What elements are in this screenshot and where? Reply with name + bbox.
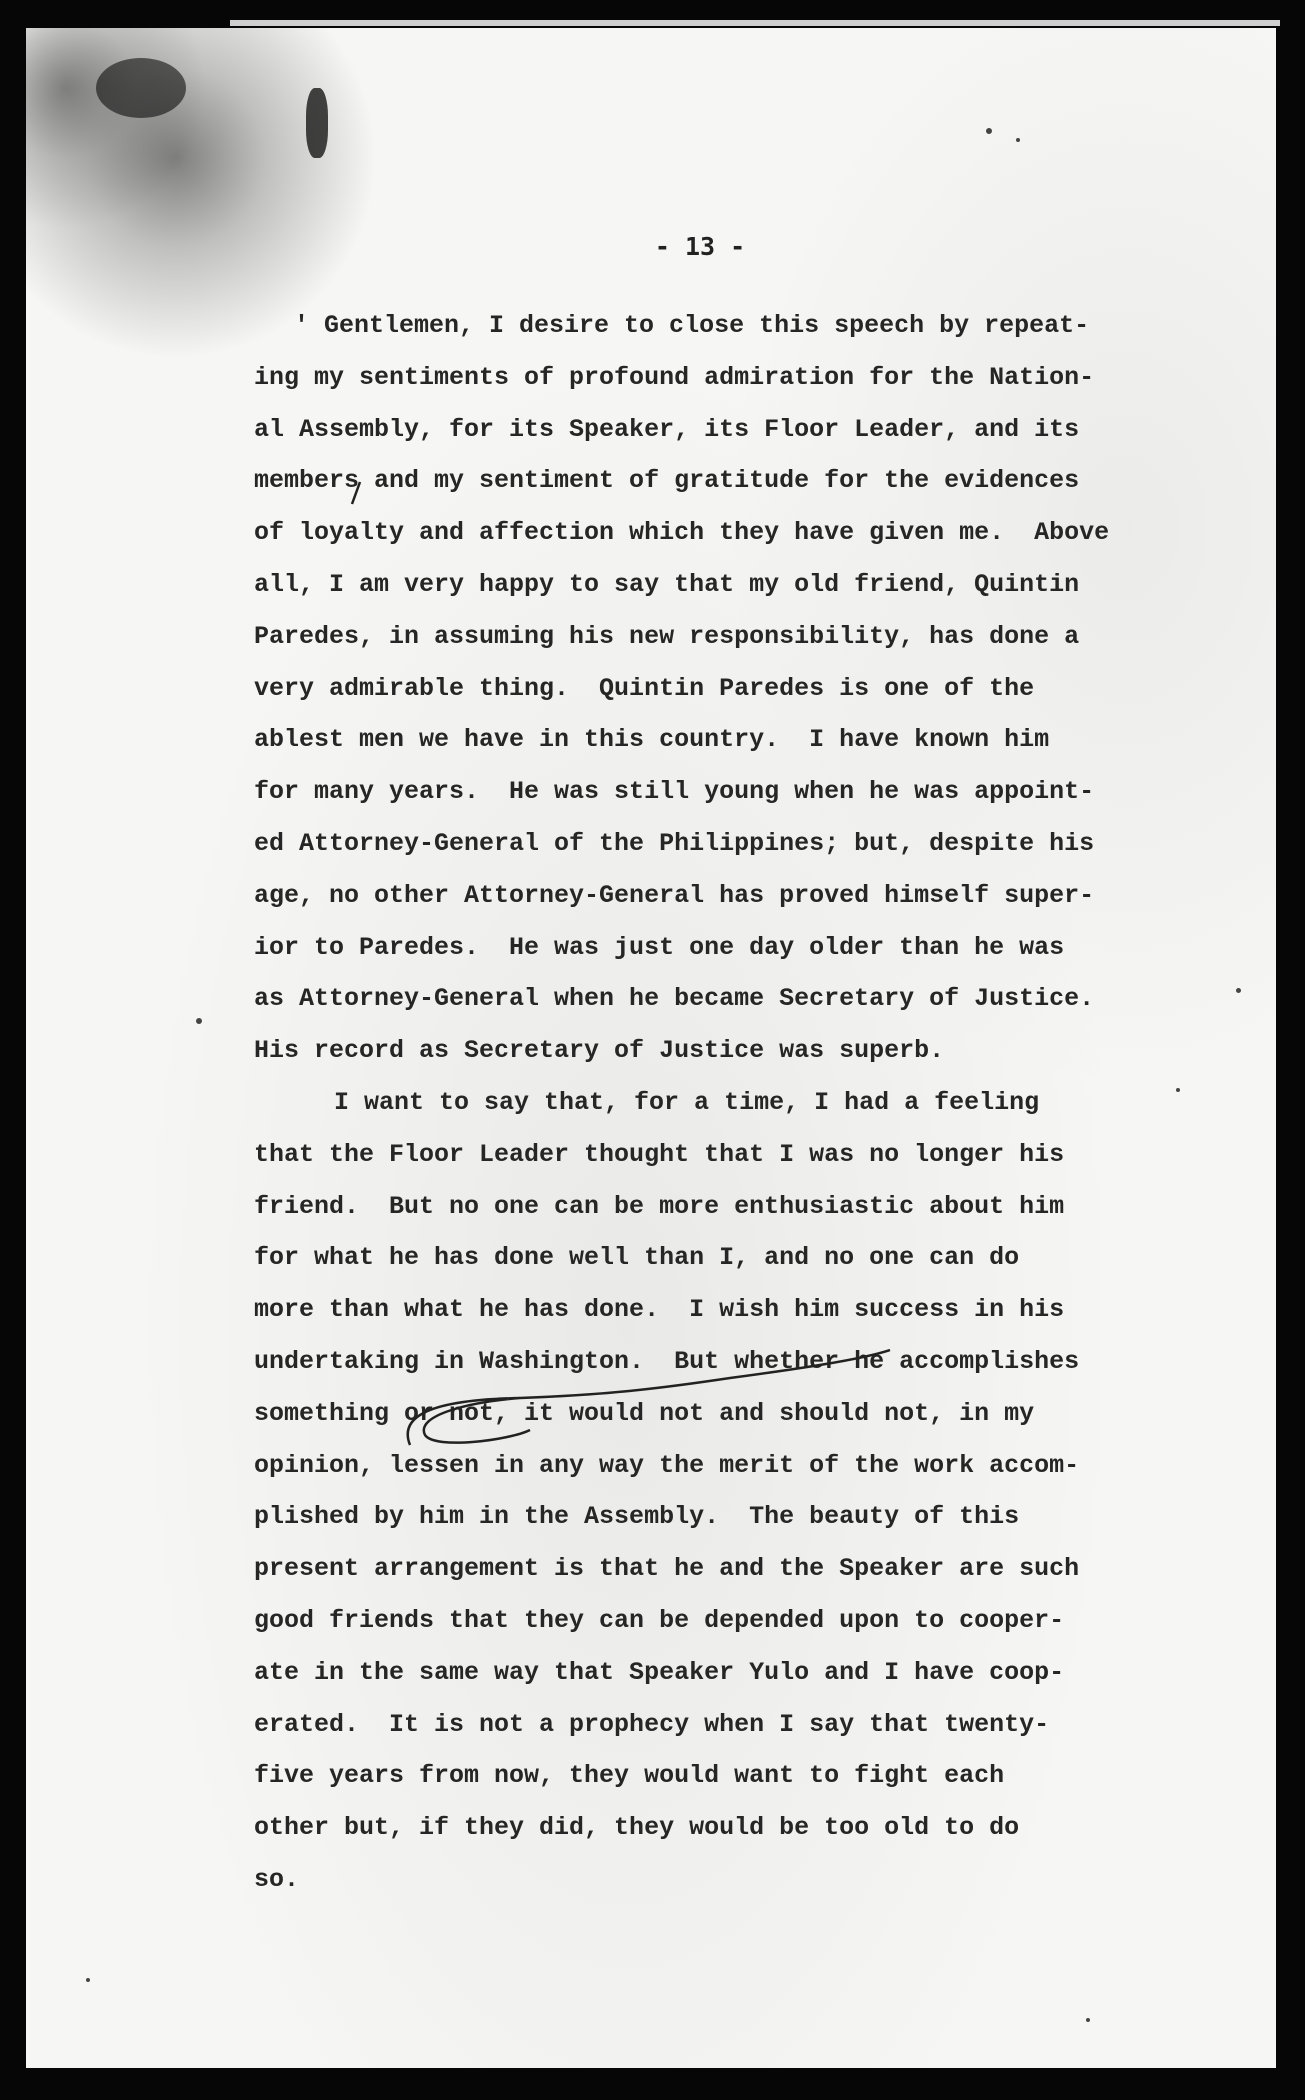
text-line: for what he has done well than I, and no one can do [254,1243,1020,1273]
handwritten-comma [340,480,370,510]
ink-speck [1236,988,1241,993]
text-line: plished by him in the Assembly. The beauty of this [254,1502,1020,1532]
text-line: ' Gentlemen, I desire to close this speech by repeat- [294,311,1090,340]
ink-speck [1176,1088,1180,1092]
ink-blot [96,58,186,118]
text-line: as Attorney-General when he became Secretary of Justice. [254,984,1095,1014]
text-line: erated. It is not a prophecy when I say that twenty- [254,1709,1050,1739]
text-line: members and my sentiment of gratitude for the evidences [254,466,1080,496]
paper-edge [230,20,1280,26]
text-line: of loyalty and affection which they have given me. Above [254,518,1110,548]
text-line: something or not, it would not and should not, in my [254,1398,1035,1428]
text-line: opinion, lessen in any way the merit of the work accom- [254,1450,1080,1480]
text-line: more than what he has done. I wish him success in his [254,1295,1065,1325]
text-line: other but, if they did, they would be too old to do [254,1813,1020,1843]
text-line: present arrangement is that he and the Speaker are such [254,1554,1080,1584]
text-line: Paredes, in assuming his new responsibility, has done a [254,621,1080,651]
text-line: al Assembly, for its Speaker, its Floor Leader, and its [254,414,1080,444]
ink-speck [196,1018,202,1024]
text-line: ing my sentiments of profound admiration for the Nation- [254,362,1095,392]
speech-text [254,300,1154,1906]
text-line: I want to say that, for a time, I had a feeling [334,1087,1040,1117]
text-line: ior to Paredes. He was just one day older than he was [254,932,1065,962]
text-line: ed Attorney-General of the Philippines; but, despite his [254,828,1095,858]
text-line: friend. But no one can be more enthusiastic about him [254,1191,1065,1221]
text-line: five years from now, they would want to fight each [254,1761,1005,1791]
text-line: very admirable thing. Quintin Paredes is one of the [254,673,1035,703]
text-line: good friends that they can be depended upon to cooper- [254,1605,1065,1635]
text-line: ate in the same way that Speaker Yulo and I have coop- [254,1657,1065,1687]
text-line: His record as Secretary of Justice was superb. [254,1036,945,1066]
text-line: age, no other Attorney-General has proved himself super- [254,880,1095,910]
text-line: ablest men we have in this country. I have known him [254,725,1050,755]
ink-speck [86,1978,90,1982]
ink-blot [306,88,328,158]
ink-speck [1086,2018,1090,2022]
text-line: so. [254,1864,300,1894]
ink-speck [1016,138,1020,142]
paragraph [254,300,1154,1077]
text-line: all, I am very happy to say that my old friend, Quintin [254,569,1080,599]
text-line: undertaking in Washington. But whether he accomplishes [254,1346,1080,1376]
text-line: for many years. He was still young when he was appoint- [254,777,1095,807]
ink-speck [986,128,992,134]
text-line: that the Floor Leader thought that I was no longer his [254,1139,1065,1169]
paragraph [254,1077,1154,1906]
page-number: - 13 - [654,232,746,261]
